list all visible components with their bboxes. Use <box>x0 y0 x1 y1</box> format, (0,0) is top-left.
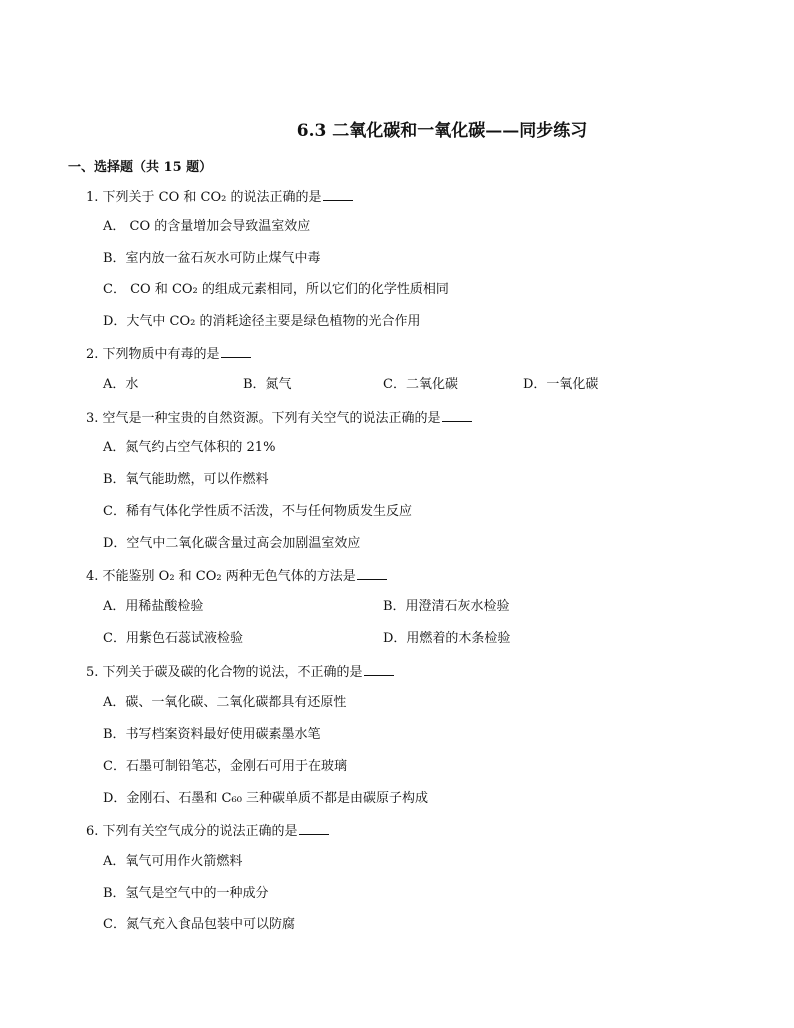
question-2-option-d: D．一氧化碳 <box>523 377 599 392</box>
page-title: 6.3 二氧化碳和一氧化碳——同步练习 <box>296 121 588 141</box>
question-3-option-a: A．氮气约占空气体积的 21% <box>103 440 276 455</box>
question-3-option-c: C．稀有气体化学性质不活泼，不与任何物质发生反应 <box>103 504 412 519</box>
question-4-option-c: C．用紫色石蕊试液检验 <box>103 631 243 646</box>
answer-blank <box>442 409 472 422</box>
answer-blank <box>364 663 394 676</box>
question-1-option-c: C． CO 和 CO₂ 的组成元素相同，所以它们的化学性质相同 <box>103 282 449 297</box>
question-3-option-d: D．空气中二氧化碳含量过高会加剧温室效应 <box>103 536 361 551</box>
question-5-option-b: B．书写档案资料最好使用碳素墨水笔 <box>103 727 321 742</box>
question-6-stem: 6. 下列有关空气成分的说法正确的是 <box>86 822 329 840</box>
question-2-option-c: C．二氧化碳 <box>383 377 458 392</box>
section-heading: 一、选择题（共 15 题） <box>68 160 213 175</box>
question-6-option-a: A．氧气可用作火箭燃料 <box>103 854 243 869</box>
question-1-option-d: D．大气中 CO₂ 的消耗途径主要是绿色植物的光合作用 <box>103 314 421 329</box>
question-5-option-c: C．石墨可制铅笔芯，金刚石可用于在玻璃 <box>103 759 347 774</box>
question-3-stem: 3. 空气是一种宝贵的自然资源。下列有关空气的说法正确的是 <box>86 409 472 427</box>
answer-blank <box>299 822 329 835</box>
question-2-option-a: A．水 <box>103 377 139 392</box>
question-1-stem: 1. 下列关于 CO 和 CO₂ 的说法正确的是 <box>86 188 353 206</box>
question-4-stem: 4. 不能鉴别 O₂ 和 CO₂ 两种无色气体的方法是 <box>86 567 387 585</box>
question-5-stem: 5. 下列关于碳及碳的化合物的说法，不正确的是 <box>86 663 394 681</box>
question-1-option-b: B．室内放一盆石灰水可防止煤气中毒 <box>103 251 321 266</box>
question-6-option-c: C．氮气充入食品包装中可以防腐 <box>103 917 295 932</box>
question-2-option-b: B．氮气 <box>243 377 292 392</box>
question-5-option-d: D．金刚石、石墨和 C₆₀ 三种碳单质不都是由碳原子构成 <box>103 791 429 806</box>
question-4-option-a: A．用稀盐酸检验 <box>103 599 204 614</box>
question-4-option-d: D．用燃着的木条检验 <box>383 631 511 646</box>
question-2-stem: 2. 下列物质中有毒的是 <box>86 345 251 363</box>
question-1-option-a: A． CO 的含量增加会导致温室效应 <box>103 219 311 234</box>
question-3-option-b: B．氧气能助燃，可以作燃料 <box>103 472 269 487</box>
answer-blank <box>323 188 353 201</box>
question-6-option-b: B．氢气是空气中的一种成分 <box>103 886 269 901</box>
answer-blank <box>357 567 387 580</box>
question-5-option-a: A．碳、一氧化碳、二氧化碳都具有还原性 <box>103 695 347 710</box>
answer-blank <box>221 345 251 358</box>
question-4-option-b: B．用澄清石灰水检验 <box>383 599 510 614</box>
